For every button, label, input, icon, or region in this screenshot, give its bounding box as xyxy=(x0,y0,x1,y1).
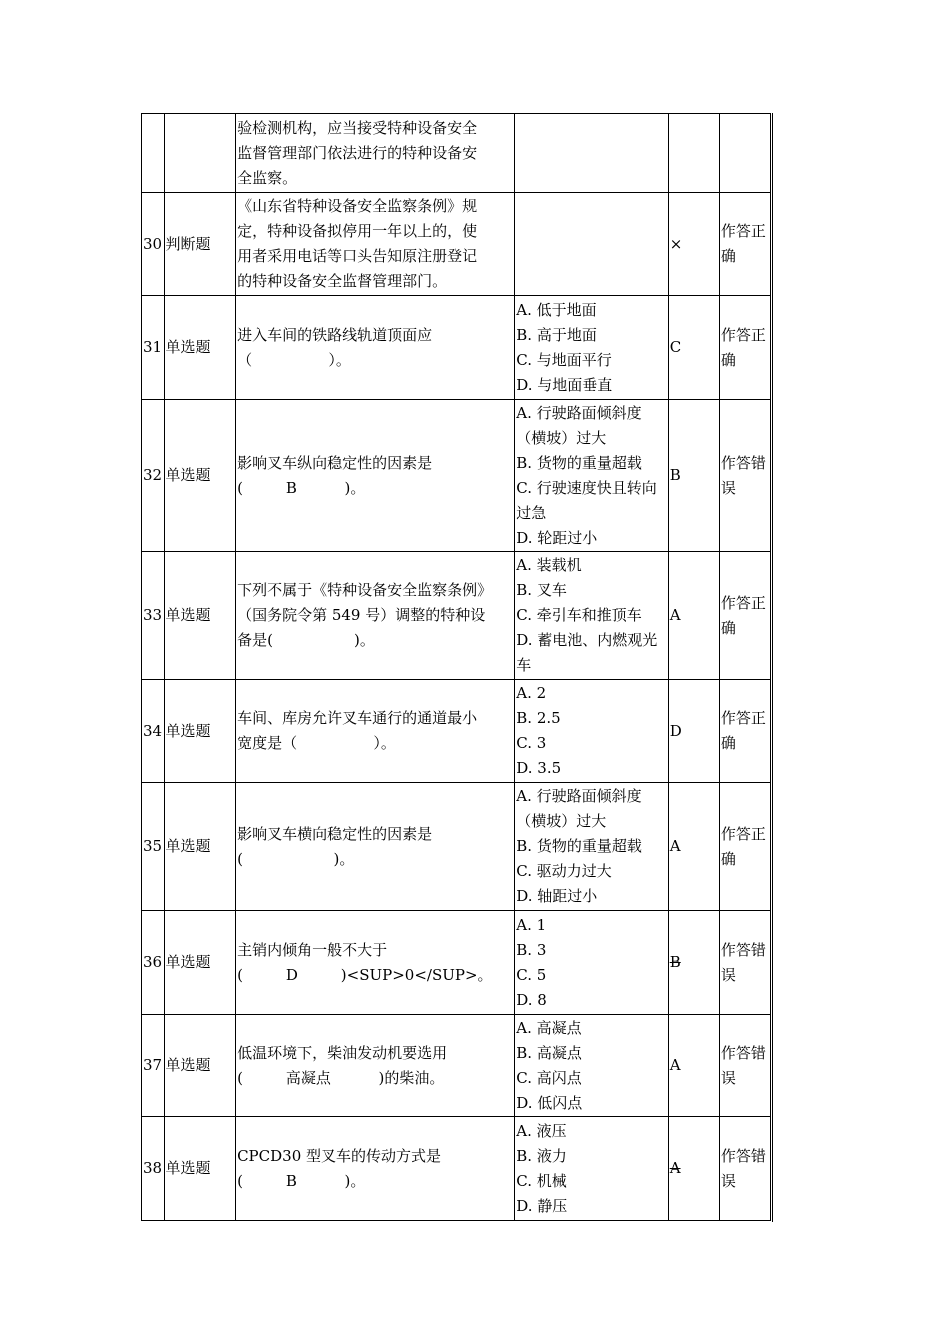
answer-cell: × xyxy=(668,193,719,296)
question-line: 监督管理部门依法进行的特种设备安 xyxy=(237,143,478,162)
answer-cell: A xyxy=(668,783,719,911)
question-table xyxy=(141,113,771,1221)
option-d: D. 与地面垂直 xyxy=(516,375,613,394)
result-cell: 作答正确 xyxy=(719,552,770,680)
question-line: （ ）。 xyxy=(237,350,351,369)
question-line: 影响叉车纵向稳定性的因素是 xyxy=(237,453,433,472)
question-number xyxy=(142,114,165,193)
option-a: A. 装载机 xyxy=(516,556,582,574)
table-row xyxy=(142,1015,771,1117)
options-cell xyxy=(515,1015,668,1117)
answer-cell: A xyxy=(668,1117,719,1221)
question-line: 的特种设备安全监督管理部门。 xyxy=(237,272,448,290)
question-type: 单选题 xyxy=(164,296,236,400)
option-c: C. 牵引车和推顶车 xyxy=(516,606,642,624)
question-line: 低温环境下，柴油发动机要选用 xyxy=(237,1043,448,1062)
option-a: A. 低于地面 xyxy=(516,300,597,319)
question-line: 影响叉车横向稳定性的因素是 xyxy=(237,824,433,843)
question-line: 用者采用电话等口头告知原注册登记 xyxy=(237,247,478,265)
option-b: B. 货物的重量超载 xyxy=(516,837,642,855)
answer-cell: D xyxy=(668,680,719,783)
options-cell xyxy=(515,783,668,911)
page-right-border xyxy=(772,113,773,1222)
option-b: B. 3 xyxy=(516,940,547,959)
option-b: B. 2.5 xyxy=(516,709,561,727)
question-text xyxy=(236,783,515,911)
answer-cell: A xyxy=(668,552,719,680)
question-text xyxy=(236,911,515,1015)
question-line: 宽度是（ ）。 xyxy=(237,734,396,752)
question-line: 进入车间的铁路线轨道顶面应 xyxy=(237,325,433,344)
question-number: 32 xyxy=(142,400,165,552)
option-a: A. 行驶路面倾斜度（横坡）过大 xyxy=(516,403,642,447)
option-a: A. 1 xyxy=(516,915,547,934)
answer-cell: B xyxy=(668,911,719,1015)
question-line: CPCD30 型叉车的传动方式是 xyxy=(237,1146,442,1165)
table-row xyxy=(142,552,771,680)
question-line: 主销内倾角一般不大于 xyxy=(237,940,388,959)
option-b: B. 高于地面 xyxy=(516,325,597,344)
option-b: B. 高凝点 xyxy=(516,1043,582,1062)
question-text xyxy=(236,680,515,783)
option-c: C. 3 xyxy=(516,734,547,752)
question-line: ( 高凝点 )的柴油。 xyxy=(237,1068,445,1087)
question-line: ( B )。 xyxy=(237,478,366,497)
result-cell: 作答错误 xyxy=(719,1015,770,1117)
options-cell xyxy=(515,193,668,296)
option-a: A. 2 xyxy=(516,684,547,702)
option-b: B. 液力 xyxy=(516,1146,567,1165)
exam-results-sheet xyxy=(141,113,771,1221)
question-line: 车间、库房允许叉车通行的通道最小 xyxy=(237,709,478,727)
question-type: 单选题 xyxy=(164,400,236,552)
question-number: 34 xyxy=(142,680,165,783)
result-cell: 作答正确 xyxy=(719,296,770,400)
option-b: B. 货物的重量超载 xyxy=(516,453,642,472)
question-type: 判断题 xyxy=(164,193,236,296)
question-type: 单选题 xyxy=(164,911,236,1015)
question-number: 35 xyxy=(142,783,165,911)
result-cell xyxy=(719,114,770,193)
question-line: ( B )。 xyxy=(237,1171,366,1190)
question-type: 单选题 xyxy=(164,783,236,911)
question-number: 36 xyxy=(142,911,165,1015)
table-row xyxy=(142,193,771,296)
option-c: C. 高闪点 xyxy=(516,1068,582,1087)
question-text xyxy=(236,1117,515,1221)
option-d: D. 轴距过小 xyxy=(516,887,598,905)
question-type: 单选题 xyxy=(164,552,236,680)
option-d: D. 轮距过小 xyxy=(516,528,598,547)
question-line: 全监察。 xyxy=(237,168,298,187)
options-cell xyxy=(515,1117,668,1221)
option-b: B. 叉车 xyxy=(516,581,567,599)
question-line: ( )。 xyxy=(237,849,355,868)
table-row xyxy=(142,783,771,911)
question-line: 《山东省特种设备安全监察条例》规 xyxy=(237,197,478,215)
option-c: C. 行驶速度快且转向过急 xyxy=(516,478,657,522)
result-cell: 作答正确 xyxy=(719,680,770,783)
option-c: C. 驱动力过大 xyxy=(516,862,612,880)
result-cell: 作答正确 xyxy=(719,783,770,911)
option-a: A. 高凝点 xyxy=(516,1018,582,1037)
question-text xyxy=(236,552,515,680)
question-line: 备是( )。 xyxy=(237,631,375,649)
answer-cell: B xyxy=(668,400,719,552)
question-line: （国务院令第 549 号）调整的特种设 xyxy=(237,606,486,624)
question-number: 31 xyxy=(142,296,165,400)
option-a: A. 行驶路面倾斜度（横坡）过大 xyxy=(516,787,642,830)
table-row xyxy=(142,296,771,400)
table-row xyxy=(142,680,771,783)
option-c: C. 机械 xyxy=(516,1171,567,1190)
answer-cell: A xyxy=(668,1015,719,1117)
question-text xyxy=(236,400,515,552)
table-row xyxy=(142,1117,771,1221)
result-cell: 作答错误 xyxy=(719,911,770,1015)
table-row xyxy=(142,911,771,1015)
table-row xyxy=(142,114,771,193)
option-a: A. 液压 xyxy=(516,1121,567,1140)
question-line: ( D )<SUP>0</SUP>。 xyxy=(237,965,493,984)
question-number: 30 xyxy=(142,193,165,296)
question-text xyxy=(236,193,515,296)
question-line: 下列不属于《特种设备安全监察条例》 xyxy=(237,581,493,599)
options-cell xyxy=(515,400,668,552)
question-number: 33 xyxy=(142,552,165,680)
options-cell xyxy=(515,552,668,680)
question-number: 37 xyxy=(142,1015,165,1117)
question-line: 定，特种设备拟停用一年以上的，使 xyxy=(237,222,478,240)
question-text xyxy=(236,296,515,400)
options-cell xyxy=(515,911,668,1015)
option-c: C. 5 xyxy=(516,965,547,984)
question-type xyxy=(164,114,236,193)
answer-cell xyxy=(668,114,719,193)
options-cell xyxy=(515,296,668,400)
option-d: D. 蓄电池、内燃观光车 xyxy=(516,631,658,674)
option-d: D. 静压 xyxy=(516,1196,568,1215)
result-cell: 作答错误 xyxy=(719,1117,770,1221)
question-text xyxy=(236,1015,515,1117)
option-c: C. 与地面平行 xyxy=(516,350,612,369)
result-cell: 作答正确 xyxy=(719,193,770,296)
question-line: 验检测机构，应当接受特种设备安全 xyxy=(237,118,478,137)
options-cell xyxy=(515,114,668,193)
question-type: 单选题 xyxy=(164,680,236,783)
question-text xyxy=(236,114,515,193)
question-type: 单选题 xyxy=(164,1117,236,1221)
result-cell: 作答错误 xyxy=(719,400,770,552)
answer-cell: C xyxy=(668,296,719,400)
table-row xyxy=(142,400,771,552)
option-d: D. 8 xyxy=(516,990,547,1009)
options-cell xyxy=(515,680,668,783)
option-d: D. 3.5 xyxy=(516,759,562,777)
question-number: 38 xyxy=(142,1117,165,1221)
question-type: 单选题 xyxy=(164,1015,236,1117)
option-d: D. 低闪点 xyxy=(516,1093,583,1112)
